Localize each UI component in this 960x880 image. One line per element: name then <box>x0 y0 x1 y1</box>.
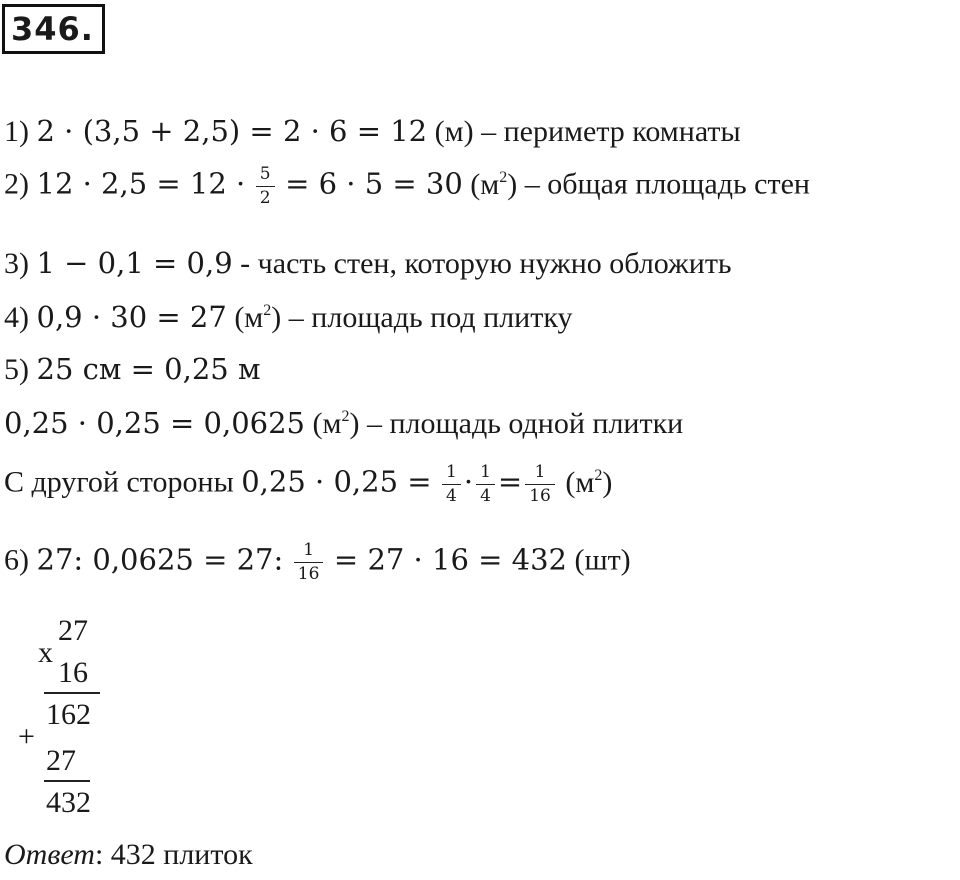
step-math: 12 · 2,5 = 12 · <box>36 166 246 201</box>
solution-step-1 <box>4 114 741 149</box>
final-product: 432 <box>46 786 91 819</box>
step-unit: $(м^2)$ <box>234 301 282 334</box>
answer-colon: : <box>94 838 104 871</box>
step-text: – площадь одной плитки <box>359 407 684 440</box>
fraction: $\frac{1}{4}$ <box>442 462 461 508</box>
multiplier: 16 <box>58 656 88 689</box>
step-label: 3) <box>4 247 29 280</box>
problem-number: 346. <box>2 4 105 54</box>
step-label: 4) <box>4 301 29 334</box>
partial-product-2: 27 <box>46 744 76 777</box>
step-math: 27: 0,0625 = 27: <box>36 542 284 577</box>
step-math-continued: = 27 · 16 = 432 <box>333 542 567 577</box>
step-label: 6) <box>4 543 29 577</box>
multiply-sign: x <box>38 636 53 669</box>
fraction <box>256 164 275 210</box>
step-math: 25 см = 0,25 м <box>36 352 261 386</box>
step-unit: (шт) <box>574 543 631 577</box>
step-unit: $(м^2)$ <box>470 167 518 201</box>
step-text: - часть стен, которую нужно обложить <box>232 247 732 280</box>
step-math: 0,25 · 0,25 = 0,0625 <box>4 406 306 440</box>
fraction: $\frac{1}{16}$ <box>525 462 555 508</box>
step-math: 0,9 · 30 = 27 <box>36 300 227 334</box>
sum-line <box>44 780 90 782</box>
step-text: – площадь под плитку <box>281 301 573 334</box>
step-text: – периметр комнаты <box>473 115 741 148</box>
step-unit: (м) <box>434 115 474 148</box>
dot-operator: · <box>463 464 474 499</box>
denominator: 2 <box>259 188 271 209</box>
solution-step-4 <box>4 300 572 335</box>
numerator: 5 <box>256 164 275 187</box>
step-prefix: С другой стороны <box>4 465 242 499</box>
solution-step-6 <box>4 540 631 586</box>
equals: = <box>497 464 523 499</box>
answer-value: 432 плиток <box>103 838 253 871</box>
step-label: 2) <box>4 167 29 201</box>
multiplicand: 27 <box>58 614 88 647</box>
step-label: 1) <box>4 115 29 148</box>
result-line <box>44 692 100 694</box>
fraction: $\frac{1}{16}$ <box>294 540 324 586</box>
step-label: 5) <box>4 353 29 386</box>
add-sign: + <box>18 720 35 753</box>
step-math: 0,25 · 0,25 = <box>241 464 432 499</box>
solution-step-5-alternative <box>4 462 612 508</box>
step-unit: $(м^2)$ <box>565 465 613 499</box>
step-unit: $(м^2)$ <box>312 407 360 440</box>
step-text: – общая площадь стен <box>517 167 810 201</box>
solution-step-5 <box>4 352 261 387</box>
fraction: $\frac{1}{4}$ <box>476 462 495 508</box>
solution-step-2 <box>4 164 810 210</box>
partial-product-1: 162 <box>46 698 91 731</box>
answer-label: Ответ <box>4 838 95 871</box>
step-math: 1 − 0,1 = 0,9 <box>36 246 233 280</box>
solution-step-5-area <box>4 406 683 441</box>
step-math-continued: = 6 · 5 = 30 <box>285 166 463 201</box>
answer-line <box>4 838 253 872</box>
step-math: 2 · (3,5 + 2,5) = 2 · 6 = 12 <box>36 114 428 148</box>
solution-step-3 <box>4 246 732 281</box>
